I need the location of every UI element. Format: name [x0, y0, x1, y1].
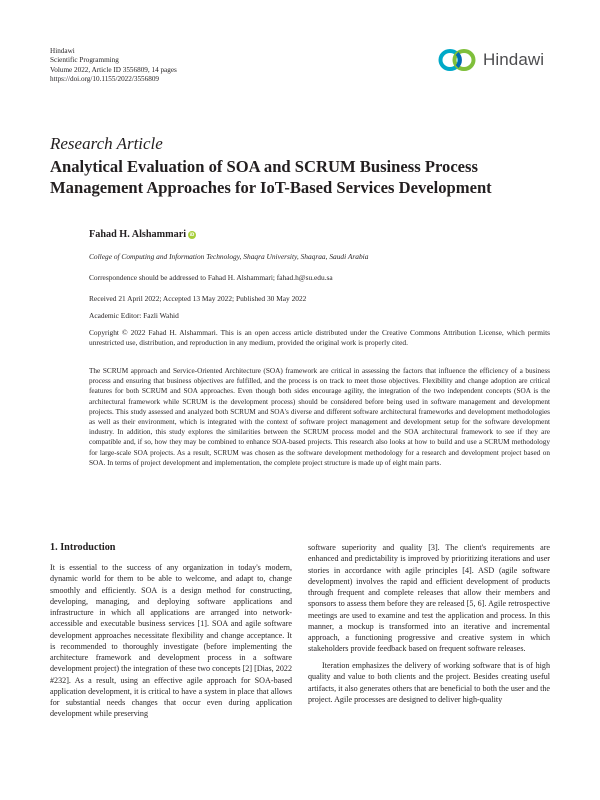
- hindawi-logo-icon: [438, 48, 478, 72]
- body-paragraph: It is essential to the success of any organization in today's modern, dynamic world for them to be able to welcome, and adapt to, change smoothly and efficiently. SOA is a design method for constructing, developing, managing, and deploying software applications and infrastructure in which all applications are arranged into network-accessible and executable business services [1]. SOA and agile software development approaches necessitate flexibility and change acceptance. It is recommended to thoroughly investigate (before implementing the architecture framework and development process in a software development project) the integration of these two concepts [2] [Dias, 2022 #232]. As a result, using an effective agile approach for SOA-based application development, it is critical to have a system in place that allows for substantial needs changes that occur even during application development while preserving: [50, 563, 292, 719]
- author-affiliation: College of Computing and Information Technology, Shaqra University, Shaqraa, Saudi Arabia: [89, 252, 369, 261]
- abstract: The SCRUM approach and Service-Oriented Architecture (SOA) framework are critical in assessing the factors that influence the efficiency of a business process and ensuring that business objectives are fulfilled, and the process is on track to meet those objectives. Flexibility and change adoption are critical features for both SCRUM and SOA approaches. Even though both sides encourage agility, the integration of the two independent concepts (SOA is the architectural framework while SCRUM is the development process) should be considered before being used in software management and development projects. This study assessed and analyzed both SCRUM and SOA's diverse and different software architectural frameworks and development methodologies as well as their environment, which is integrated with the context of software project management and development setup for the software development industry. In addition, this study explores the similarities between the SCRUM process model and the SOA architectural framework to see if they are compatible and, if so, how they may be combined to enhance SOA-based projects. This research also looks at how to build and use a SCRUM methodology for large-scale SOA projects. As a result, SCRUM was chosen as the software development methodology for a research and development project based on SOA. In terms of project development and implementation, the complete project structure is made up of eight main parts.: [89, 367, 550, 467]
- academic-editor: Academic Editor: Fazli Wahid: [89, 311, 179, 320]
- author-row: [89, 229, 196, 240]
- right-column: [308, 542, 550, 705]
- journal-name: Scientific Programming: [50, 56, 119, 65]
- title-line: Analytical Evaluation of SOA and SCRUM Business Process: [50, 157, 478, 176]
- doi-link[interactable]: https://doi.org/10.1155/2022/3556809: [50, 74, 160, 83]
- publication-dates: Received 21 April 2022; Accepted 13 May 2022; Published 30 May 2022: [89, 294, 307, 303]
- article-type: Research Article: [50, 134, 163, 153]
- body-paragraph: Iteration emphasizes the delivery of working software that is of high quality and value to both clients and the project. Besides creating useful artifacts, it also generates others that are beneficial to both the user and the project. Agile processes are designed to deliver high-quality: [308, 661, 550, 704]
- body-paragraph: software superiority and quality [3]. The client's requirements are enhanced and predictability is improved by prioritizing iterations and user stories in accordance with agile principles [4]. ASD (agile software development) involves the rapid and efficient development of products through frequent and complete releases that allow their members and sponsors to assess them before they are released [5, 6]. Agile retrospective meetings are used to examine and test the application and process. In this manner, a mockup is transformed into an iterative and incremental approach, a functioning progressive and creative system in which stakeholders provide feedback based on frequent software releases.: [308, 543, 550, 654]
- volume-info: Volume 2022, Article ID 3556809, 14 pages: [50, 65, 177, 74]
- journal-meta: [50, 47, 177, 84]
- copyright-notice: Copyright © 2022 Fahad H. Alshammari. This is an open access article distributed under the Creative Commons Attribution License, which permits unrestricted use, distribution, and reproduction in any medium, provided the original work is properly cited.: [89, 328, 550, 348]
- orcid-icon[interactable]: [188, 231, 196, 239]
- hindawi-logo[interactable]: [438, 46, 544, 74]
- left-column: [50, 562, 292, 720]
- author-name[interactable]: Fahad H. Alshammari: [89, 229, 187, 240]
- article-title: [50, 156, 560, 198]
- title-line: Management Approaches for IoT-Based Services Development: [50, 178, 492, 197]
- section-heading: 1. Introduction: [50, 542, 116, 553]
- correspondence: Correspondence should be addressed to Fahad H. Alshammari; fahad.h@su.edu.sa: [89, 273, 333, 282]
- logo-text: Hindawi: [483, 50, 545, 69]
- publisher-name: Hindawi: [50, 47, 75, 55]
